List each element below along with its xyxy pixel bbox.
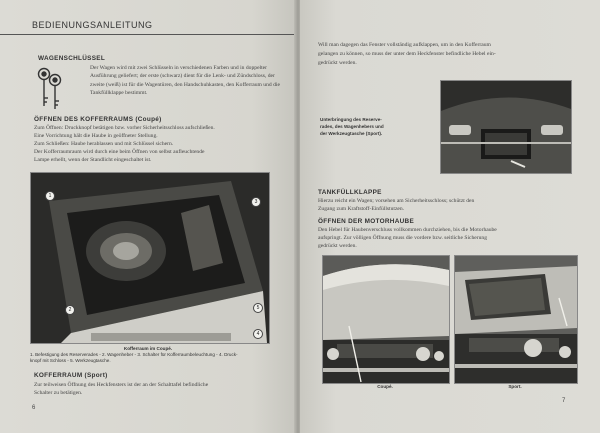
trunk-coupe-line-2: Eine Vorrichtung hält die Haube in geöffneter Stellung.	[34, 133, 158, 139]
trunk-photo	[30, 172, 270, 344]
sport-hood-photo	[454, 255, 578, 384]
trunk-coupe-line-5: Lampe erhellt, wenn der Standlicht eingeschaltet ist.	[34, 157, 152, 163]
sport-trunk-caption-1: Unterbringung des Reserve-	[320, 117, 382, 122]
trunk-coupe-line-4: Der Kofferraumraum wird durch eine beim Öffnen von selbst aufleuchtende	[34, 149, 205, 155]
hood-line-1: Den Hebel für Haubenverschluss vollkommen durchziehen, bis die Motorhaube	[318, 227, 497, 233]
trunk-sport-line-2: Schalter zu betätigen.	[34, 390, 83, 396]
page-header: BEDIENUNGSANLEITUNG	[32, 20, 153, 30]
page-number-left: 6	[32, 405, 36, 411]
trunk-sport-line-1: Zur teilweisen Öffnung des Heckfensters ist der an der Schalttafel befindliche	[34, 382, 209, 388]
figure-legend-line-2: knopf mit Schloss - 5. Werkzeugtasche.	[30, 358, 111, 363]
callout-1: 1	[45, 191, 55, 201]
sport-trunk-caption-3: der Werkzeugtasche (Sport).	[320, 131, 383, 136]
fuel-line-1: Hierzu reicht ein Wagen; vorsehen am Sicherheitsschloss; schützt den	[318, 198, 475, 204]
left-page	[0, 0, 296, 433]
hood-line-3: gedrückt werden.	[318, 243, 357, 249]
hood-line-2: aufspringt. Zur völligen Öffnung muss die vordere bzw. seitliche Sicherung	[318, 235, 488, 241]
keys-section-title: WAGENSCHLÜSSEL	[38, 55, 106, 62]
intro-line-3: gedrückt werden.	[318, 60, 357, 66]
page-number-right: 7	[562, 398, 566, 404]
sport-trunk-caption-2: rades, des Wagenhebers und	[320, 124, 384, 129]
figure-legend-line-1: 1. Befestigung des Reserverades - 2. Wagenheber - 3. Schalter für Kofferraumbeleuchtung - 4. Druck-	[30, 352, 238, 357]
sport-trunk-photo	[440, 80, 572, 174]
intro-line-1: Will man dagegen das Fenster vollständig aufklappen, um in den Kofferraum	[318, 42, 491, 48]
callout-5: 5	[253, 303, 263, 313]
header-rule	[0, 34, 294, 35]
sport-label: Sport.	[508, 384, 522, 389]
right-page	[300, 0, 600, 433]
keys-icon	[36, 66, 66, 112]
callout-4: 4	[253, 329, 263, 339]
figure-caption-title: Kofferraum im Coupé.	[123, 346, 173, 351]
hood-title: ÖFFNEN DER MOTORHAUBE	[318, 218, 415, 225]
callout-3: 3	[251, 197, 261, 207]
trunk-coupe-title: ÖFFNEN DES KOFFERRAUMS (Coupé)	[34, 116, 162, 123]
fuel-title: TANKFÜLLKLAPPE	[318, 189, 382, 196]
keys-body: Der Wagen wird mit zwei Schlüsseln in verschiedenen Farben und in doppelter Ausführung geliefert; der erste (schwarz) dient für die Lenk- und Zündschloss, der zweite (weiß) ist für die Wagentüren, den Handschuhkasten, den Kofferraum und die Tankfüllklappe bestimmt.	[90, 65, 280, 97]
coupe-hood-photo	[322, 255, 450, 384]
coupe-label: Coupé.	[377, 384, 393, 389]
fuel-line-2: Zugang zum Kraftstoff-Einfüllstutzen.	[318, 206, 405, 212]
trunk-coupe-line-1: Zum Öffnen: Druckknopf betätigen bzw. vorher Sicherheitsschloss aufschließen.	[34, 125, 215, 131]
intro-line-2: gelangen zu können, so muss der unter dem Heckfenster befindliche Hebel ein-	[318, 51, 496, 57]
callout-2: 2	[65, 305, 75, 315]
trunk-coupe-line-3: Zum Schließen: Haube herablassen und mit Schlüssel sichern.	[34, 141, 174, 147]
trunk-sport-title: KOFFERRAUM (Sport)	[34, 372, 108, 379]
